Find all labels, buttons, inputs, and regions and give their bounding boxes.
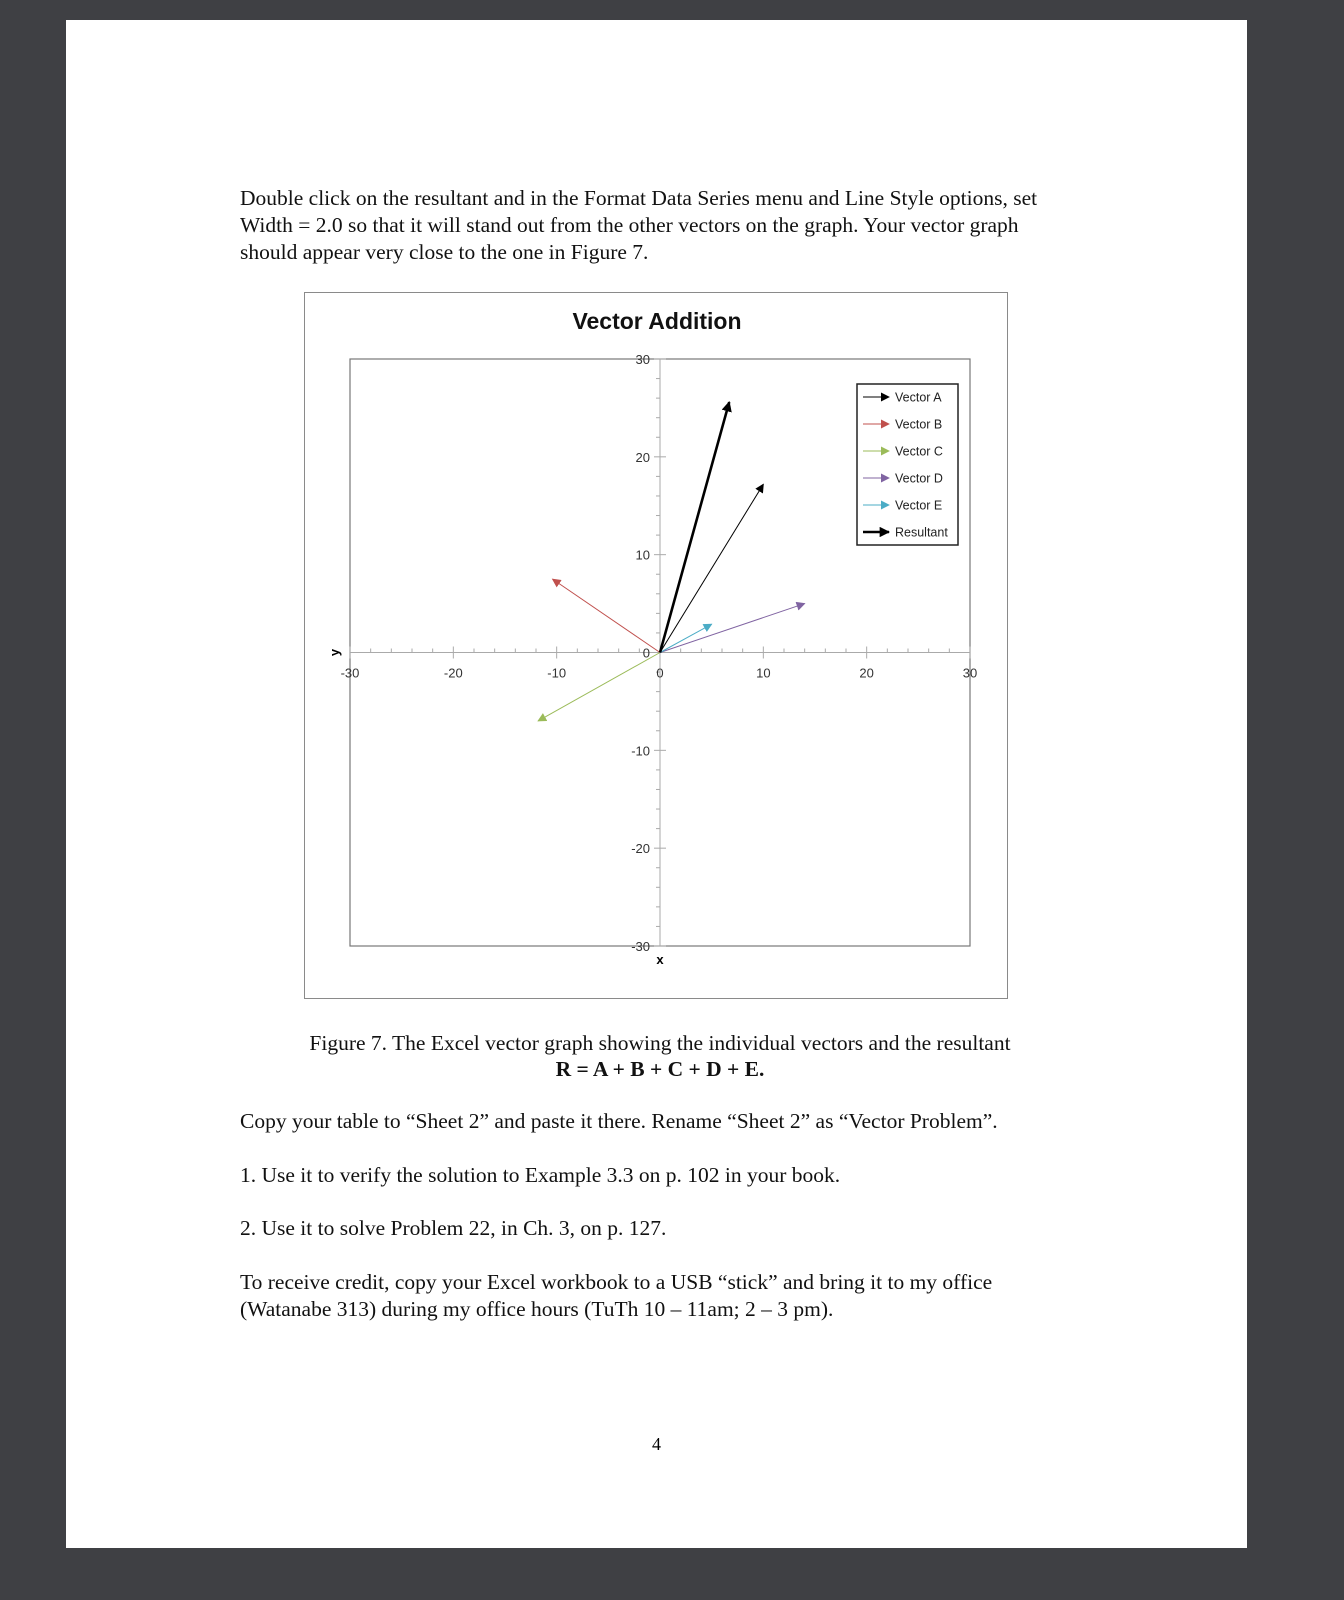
list-item-2: 2. Use it to solve Problem 22, in Ch. 3, on p. 127. <box>240 1216 667 1240</box>
x-tick-label: 20 <box>859 665 874 681</box>
legend-label: Vector B <box>895 417 943 432</box>
legend-label: Vector D <box>895 471 943 486</box>
y-tick-label: 10 <box>635 547 650 563</box>
page-number: 4 <box>652 1434 661 1454</box>
y-tick-label: 0 <box>642 645 650 661</box>
chart-svg <box>305 293 1009 1000</box>
legend-label: Resultant <box>895 525 948 540</box>
x-axis-label: x <box>656 952 664 967</box>
legend-label: Vector A <box>895 390 942 405</box>
y-tick-label: -20 <box>631 841 650 857</box>
y-tick-label: -10 <box>631 743 650 759</box>
legend-label: Vector C <box>895 444 943 459</box>
credit-paragraph: To receive credit, copy your Excel workbook to a USB “stick” and bring it to my office (Watanabe 313) during my office hours (TuTh 10 – 11am; 2 – 3 pm). <box>240 1270 993 1321</box>
chart-title: Vector Addition <box>572 308 742 334</box>
figure-caption: Figure 7. The Excel vector graph showing the individual vectors and the resultant <box>309 1031 1011 1055</box>
x-tick-label: 0 <box>656 665 664 681</box>
chart-legend <box>857 384 958 545</box>
document-page <box>66 20 1247 1548</box>
x-tick-label: 30 <box>962 665 978 681</box>
y-axis-label: y <box>327 648 342 657</box>
copy-paragraph: Copy your table to “Sheet 2” and paste it there. Rename “Sheet 2” as “Vector Problem”. <box>240 1109 998 1133</box>
y-tick-label: 20 <box>635 449 650 465</box>
legend-label: Vector E <box>895 498 943 513</box>
x-tick-label: -10 <box>547 665 567 681</box>
x-tick-label: 10 <box>756 665 771 681</box>
x-tick-label: -20 <box>443 665 463 681</box>
y-tick-label: 30 <box>635 352 650 367</box>
intro-paragraph: Double click on the resultant and in the Format Data Series menu and Line Style options, set Width = 2.0 so that it will stand out from the other vectors on the graph. Your vector graph should appear very close to the one in Figure 7. <box>240 186 1038 264</box>
x-tick-label: -30 <box>340 665 360 681</box>
vector-addition-chart <box>304 292 1008 999</box>
legend-box <box>857 384 958 545</box>
list-item-1: 1. Use it to verify the solution to Example 3.3 on p. 102 in your book. <box>240 1163 841 1187</box>
y-tick-label: -30 <box>631 939 650 954</box>
figure-caption-equation: R = A + B + C + D + E. <box>555 1057 765 1081</box>
